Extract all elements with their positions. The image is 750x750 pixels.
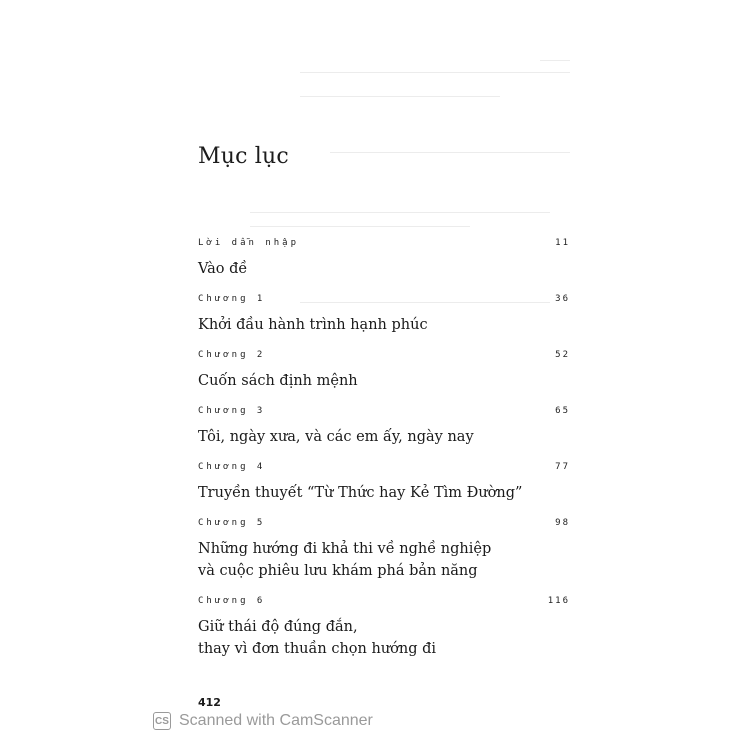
chapter-label: Chương 5 [198, 518, 266, 528]
chapter-title-line: và cuộc phiêu lưu khám phá bản năng [198, 563, 478, 579]
toc-page-number: 98 [555, 518, 570, 528]
toc-page-number: 65 [555, 406, 570, 416]
toc-entry [198, 518, 570, 582]
toc-entry-header [198, 294, 570, 308]
chapter-title [198, 538, 570, 582]
toc-entry [198, 462, 570, 504]
chapter-title [198, 426, 570, 448]
toc-entry-header [198, 406, 570, 420]
chapter-title [198, 370, 570, 392]
show-through-line [300, 96, 500, 97]
toc-entry [198, 294, 570, 336]
toc-entry-header [198, 518, 570, 532]
chapter-title-line: Vào đề [198, 261, 248, 277]
page-title: Mục lục [198, 144, 289, 169]
chapter-label: Chương 3 [198, 406, 266, 416]
chapter-label: Lời dẫn nhập [198, 238, 300, 248]
chapter-title-line: Truyền thuyết “Từ Thức hay Kẻ Tìm Đường” [198, 485, 523, 501]
chapter-title-line: Tôi, ngày xưa, và các em ấy, ngày nay [198, 429, 474, 445]
toc-page-number: 36 [555, 294, 570, 304]
chapter-title-line: thay vì đơn thuần chọn hướng đi [198, 641, 437, 657]
chapter-title [198, 258, 570, 280]
toc-page-number: 11 [555, 238, 570, 248]
toc-page-number: 52 [555, 350, 570, 360]
toc-entry-header [198, 238, 570, 252]
toc-entry-header [198, 596, 570, 610]
camscanner-watermark [153, 712, 373, 730]
toc-page-number: 116 [547, 596, 570, 606]
chapter-title [198, 616, 570, 660]
show-through-line [300, 72, 570, 73]
camscanner-logo-icon: CS [153, 712, 171, 730]
chapter-label: Chương 2 [198, 350, 266, 360]
toc-entry [198, 350, 570, 392]
page-number: 412 [198, 696, 221, 709]
toc-entry-header [198, 350, 570, 364]
chapter-label: Chương 6 [198, 596, 266, 606]
chapter-title [198, 482, 570, 504]
show-through-line [250, 226, 470, 227]
chapter-title [198, 314, 570, 336]
toc-page-number: 77 [555, 462, 570, 472]
toc-entry [198, 596, 570, 660]
toc-entry [198, 406, 570, 448]
show-through-line [330, 152, 570, 153]
chapter-label: Chương 4 [198, 462, 266, 472]
chapter-title-line: Giữ thái độ đúng đắn, [198, 619, 358, 635]
toc-entry-header [198, 462, 570, 476]
watermark-text: Scanned with CamScanner [179, 712, 373, 729]
table-of-contents [198, 238, 570, 660]
toc-list [198, 238, 570, 660]
toc-entry [198, 238, 570, 280]
chapter-title-line: Những hướng đi khả thi về nghề nghiệp [198, 541, 492, 557]
show-through-line [540, 60, 570, 61]
chapter-label: Chương 1 [198, 294, 266, 304]
chapter-title-line: Khởi đầu hành trình hạnh phúc [198, 317, 428, 333]
chapter-title-line: Cuốn sách định mệnh [198, 373, 358, 389]
show-through-line [250, 212, 550, 213]
